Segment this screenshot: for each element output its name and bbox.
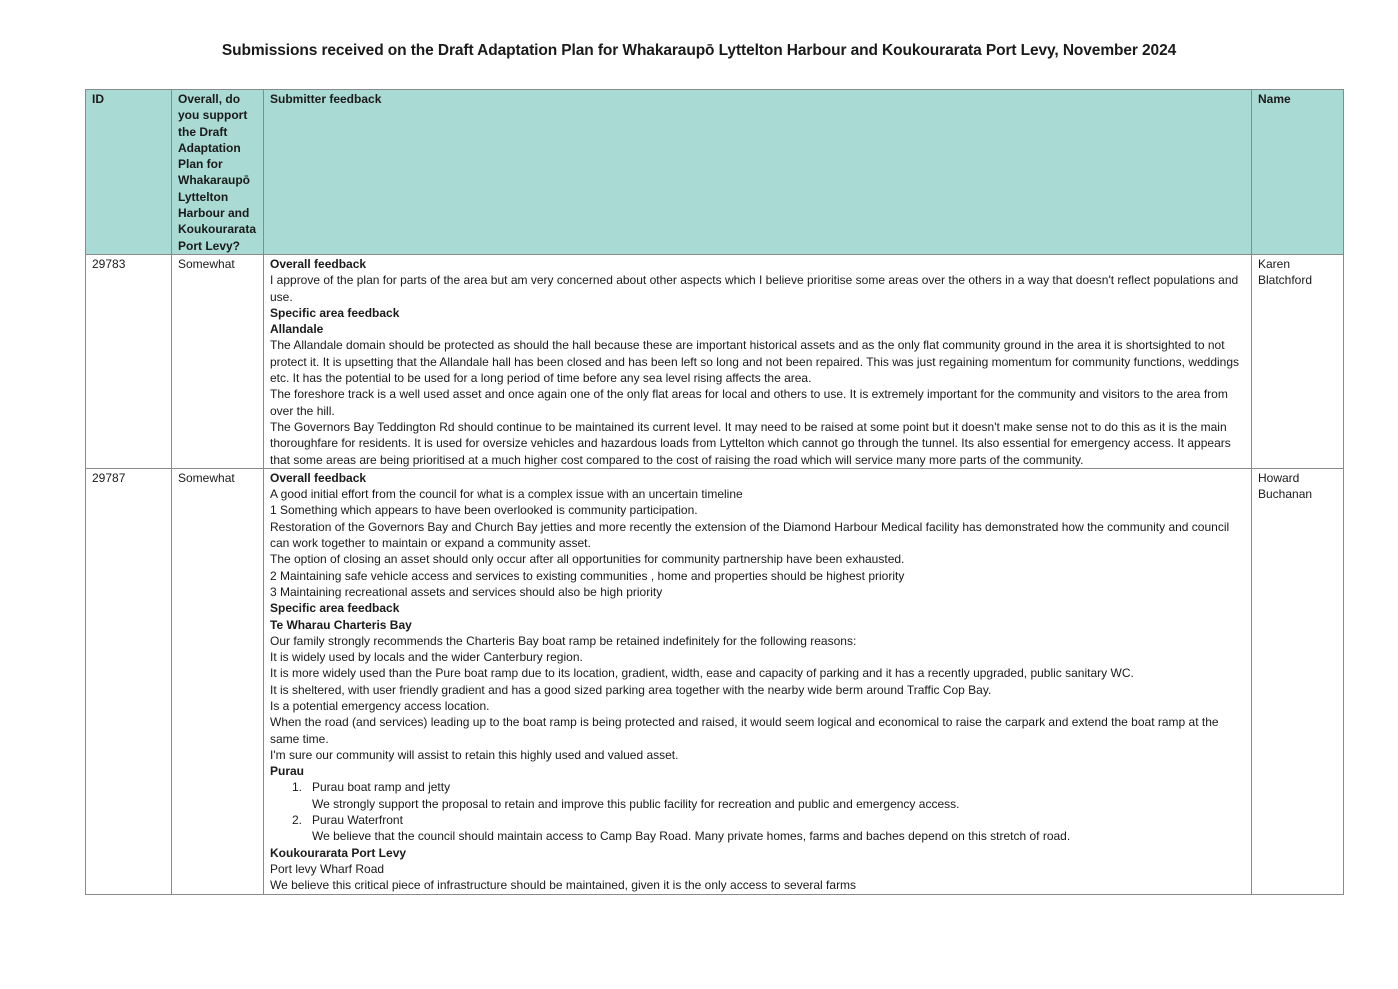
table-header-row [86, 90, 1344, 255]
feedback-paragraph: I'm sure our community will assist to retain this highly used and valued asset. [270, 747, 679, 762]
list-item-text: We strongly support the proposal to retain and improve this public facility for recreation and public and emergency access. [312, 796, 960, 811]
numbered-list-item [270, 812, 1245, 828]
table-row [86, 468, 1344, 894]
heading-specific-area-feedback: Specific area feedback [270, 305, 400, 320]
feedback-paragraph: The Governors Bay Teddington Rd should continue to be maintained its current level. It may need to be raised at some point but it doesn't make sense not to do this as it is the main thoroughfare for residents. It is used for oversize vehicles and hazardous loads from Lyttelton which cannot go through the tunnel. Its also essential for emergency access. It appears that some areas are being prioritised at a much higher cost compared to the cost of raising the road which will service many more parts of the community. [270, 419, 1231, 467]
feedback-paragraph: The Allandale domain should be protected as should the hall because these are important historical assets and as the only flat community ground in the area it is shortsighted to not protect it. It is upsetting that the Allandale hall has been closed and has been left so long and not been repaired. This was just regaining momentum for community functions, weddings etc. It has the potential to be used for a long period of time before any sea level rising affects the area. [270, 338, 1240, 386]
list-number: 1. [292, 780, 303, 795]
submitter-name: Karen Blatchford [1252, 254, 1344, 468]
list-item-title: Purau Waterfront [312, 813, 403, 828]
feedback-paragraph: The foreshore track is a well used asset and once again one of the only flat areas for local and others to use. It is extremely important for the community and visitors to the area from over the hill. [270, 387, 1228, 418]
heading-specific-area-feedback: Specific area feedback [270, 601, 400, 616]
feedback-paragraph: It is more widely used than the Pure boat ramp due to its location, gradient, width, ease and capacity of parking and it has a recently upgraded, public sanitary WC. [270, 666, 1134, 681]
feedback-paragraph: It is sheltered, with user friendly gradient and has a good sized parking area together with the nearby wide berm around Traffic Cop Bay. [270, 682, 992, 697]
support-value: Somewhat [172, 468, 264, 894]
feedback-paragraph: Our family strongly recommends the Charteris Bay boat ramp be retained indefinitely for the following reasons: [270, 633, 857, 648]
heading-te-wharau-charteris-bay: Te Wharau Charteris Bay [270, 617, 412, 632]
feedback-paragraph: 3 Maintaining recreational assets and services should also be high priority [270, 584, 663, 599]
feedback-paragraph: 1 Something which appears to have been overlooked is community participation. [270, 503, 698, 518]
feedback-paragraph: 2 Maintaining safe vehicle access and services to existing communities , home and properties should be highest priority [270, 568, 905, 583]
submitter-name: Howard Buchanan [1252, 468, 1344, 894]
submissions-table [85, 89, 1344, 895]
feedback-paragraph: Restoration of the Governors Bay and Church Bay jetties and more recently the extension of the Diamond Harbour Medical facility has demonstrated how the community and council can work together to maintain or expand a community asset. [270, 519, 1230, 551]
feedback-paragraph: I approve of the plan for parts of the area but am very concerned about other aspects which I believe prioritise some areas over the others in a way that doesn't reflect populations and use. [270, 273, 1239, 304]
heading-purau: Purau [270, 764, 305, 779]
submission-id: 29783 [86, 254, 172, 468]
submitter-feedback [264, 254, 1252, 468]
feedback-paragraph: We believe this critical piece of infrastructure should be maintained, given it is the only access to several farms [270, 878, 857, 893]
column-header-id: ID [86, 90, 172, 255]
feedback-paragraph: When the road (and services) leading up to the boat ramp is being protected and raised, it would seem logical and economical to raise the carpark and extend the boat ramp at the same time. [270, 715, 1219, 746]
heading-koukourarata-port-levy: Koukourarata Port Levy [270, 845, 407, 860]
column-header-feedback: Submitter feedback [264, 90, 1252, 255]
heading-overall-feedback: Overall feedback [270, 470, 367, 485]
feedback-paragraph: Port levy Wharf Road [270, 861, 385, 876]
column-header-name: Name [1252, 90, 1344, 255]
heading-overall-feedback: Overall feedback [270, 256, 367, 271]
submitter-feedback [264, 468, 1252, 894]
support-value: Somewhat [172, 254, 264, 468]
list-item-text: We believe that the council should maintain access to Camp Bay Road. Many private homes, farms and baches depend on this stretch of road. [312, 829, 1071, 844]
numbered-list-item [270, 779, 1245, 795]
table-row [86, 254, 1344, 468]
list-item-title: Purau boat ramp and jetty [312, 780, 451, 795]
feedback-paragraph: The option of closing an asset should only occur after all opportunities for community partnership have been exhausted. [270, 552, 905, 567]
list-number: 2. [292, 813, 303, 828]
feedback-paragraph: Is a potential emergency access location. [270, 698, 490, 713]
document-title: Submissions received on the Draft Adaptation Plan for Whakaraupō Lyttelton Harbour and Koukourarata Port Levy, November 2024 [221, 42, 1177, 59]
feedback-paragraph: It is widely used by locals and the wider Canterbury region. [270, 650, 583, 665]
submission-id: 29787 [86, 468, 172, 894]
heading-allandale: Allandale [270, 322, 324, 337]
column-header-support: Overall, do you support the Draft Adaptation Plan for Whakaraupō Lyttelton Harbour and Koukourarata Port Levy? [172, 90, 264, 255]
feedback-paragraph: A good initial effort from the council for what is a complex issue with an uncertain timeline [270, 487, 743, 502]
